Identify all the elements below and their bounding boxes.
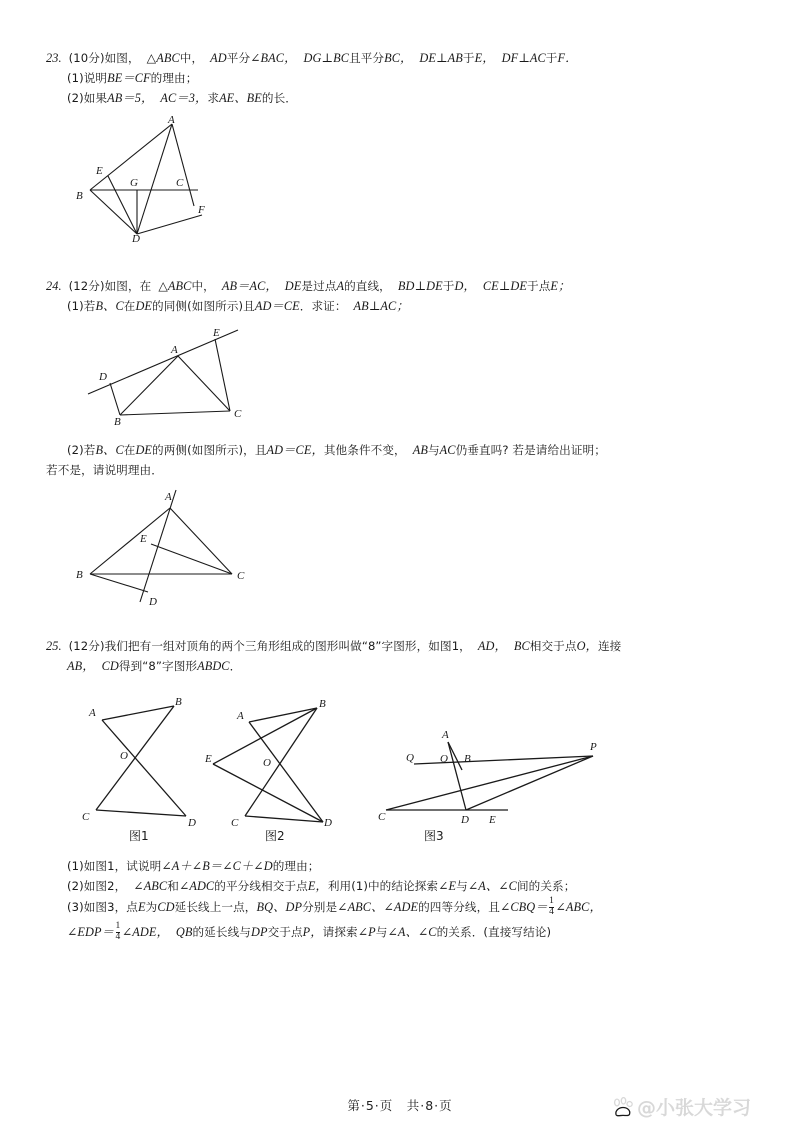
fraction-denominator-2: 4 [115,931,121,942]
q25-part3-cbq: ∠CBQ＝ [499,900,548,914]
q23-part2-seg: AE、BE [219,91,262,105]
q25-part3-t3: 为 [145,900,158,914]
figure-25-3-label-P: P [590,741,597,753]
q23-part1-label: (1) [67,71,84,85]
q25-part2-label: (2) [67,879,84,893]
q25-stem-1: 我们把有一组对顶角的两个三角形组成的图形叫做“8”字图形，如图1， [104,639,471,653]
figure-25-2-label-E: E [205,753,212,765]
q25-cd: CD [101,659,119,673]
figure-24-1-label-A: A [171,344,178,356]
q24-part2-t5: 与 [427,443,440,457]
q24-part2-t2: 在 [123,443,136,457]
q25-number: 25. [46,639,62,653]
figure-25-3-label-B: B [464,753,471,765]
q24-part2-t1: 若 [83,443,96,457]
q24-ce-perp-de: CE⊥DE [482,279,527,293]
figure-24-2-label-A: A [165,491,172,503]
problem-25 [46,636,621,676]
figure-25-2-label-A: A [237,710,244,722]
q24-part1-label: (1) [67,299,84,313]
q23-stem-1: 如图， [104,51,140,65]
figure-25-1-label-C: C [82,811,90,823]
q25-part4-t3: 请探索 [322,924,358,939]
figure-25-1-caption: 图1 [129,829,149,843]
fraction-numerator-2: 1 [115,920,121,931]
q24-part1-t1: 若 [83,299,96,313]
figure-23-label-D: D [132,233,140,242]
q25-part2-t6: 间的关系； [516,879,576,893]
problem-24-part-2 [46,440,606,460]
q25-part2-t3: 的平分线相交于点 [214,879,308,893]
figure-25-3-label-E: E [489,814,496,826]
q24-part1-concl: AB⊥AC； [353,299,409,313]
q23-stem-4: 且平分 [349,51,385,65]
figure-24-1-label-B: B [114,416,121,428]
q25-part3-cd: CD [157,900,175,914]
problem-25-part-1 [46,856,602,876]
figure-25-2-label-B: B [319,698,326,710]
figure-25-2 [205,696,350,831]
figure-23-label-F: F [198,204,205,216]
q23-stem-2: 中， [179,51,204,65]
q25-part4-t1: 的延长线与 [192,924,251,939]
q24-part1-t2: 在 [123,299,136,313]
figure-23-label-A: A [168,114,175,126]
figure-25-3 [378,700,603,831]
q25-part1-label: (1) [67,859,84,873]
problem-24-line-1 [46,276,570,296]
problem-25-line-1 [46,636,621,656]
q25-part2-t5: 与 [456,879,468,893]
figure-25-2-label-D: D [324,817,332,826]
q23-part2-ac: AC＝3， [160,91,208,105]
q25-part4-qb: QB [175,924,193,939]
q24-part2-label: (2) [67,443,84,457]
figure-25-1-label-D: D [188,817,196,826]
q24-part2-t7: 若不是，请说明理由． [46,463,163,477]
q25-bc: BC [513,639,530,653]
q24-stem-4: 的直线， [344,279,391,293]
q24-part2-t3: 的两侧(如图所示)，且 [152,443,267,457]
figure-24-1-label-D: D [99,371,107,383]
figure-25-1-label-O: O [120,750,128,762]
q23-df-perp-ac: DF⊥AC [501,51,546,65]
q24-part1-t3: 的同侧(如图所示)且 [152,299,255,313]
q25-part4-t5: 的关系．(直接写结论) [436,924,552,939]
q23-stem-3: 平分 [226,51,251,65]
q25-part2-t1: 如图2， [83,879,127,893]
q25-stem-2: 相交于点 [529,639,577,653]
q25-part1-t2: 的理由； [272,859,320,873]
q25-stem-4: 得到“8”字图形 [118,659,198,673]
problem-23-part-1 [46,68,578,88]
q25-score: (12分) [68,639,105,653]
figure-24-2-label-E: E [140,533,147,545]
figure-24-2 [72,486,272,613]
q24-number: 24. [46,279,62,293]
figure-25-1 [78,696,208,831]
q25-part4-dp: DP [250,924,268,939]
q24-part1-de: DE [135,299,153,313]
problem-24-part-2-text [46,440,606,480]
q24-bd-perp-de: BD⊥DE [397,279,443,293]
q25-part3-t4: 延长线上一点， [174,900,257,914]
fraction-numerator: 1 [549,896,555,907]
q24-stem-2: 中， [191,279,215,293]
q25-stem-3: 连接 [597,639,622,653]
q24-stem-1: 如图，在 [104,279,152,293]
q25-ab: AB， [67,659,95,673]
figure-25-2-caption: 图2 [265,829,285,843]
q25-part3-t1: 如图3， [83,900,127,914]
figure-24-1-label-E: E [213,327,220,339]
q24-part2-ad-ce: AD＝CE， [266,443,324,457]
problem-23-line-1 [46,48,578,68]
problem-25-part-3 [46,896,602,919]
q24-part2-ac: AC [439,443,456,457]
figure-23 [72,114,222,247]
q25-part4-ade: ∠ADE， [121,924,169,939]
q25-part3-t5: 分别是 [302,900,338,914]
q25-abdc: ABDC [197,659,230,673]
q24-part2-ab: AB [412,443,428,457]
figure-24-1 [70,326,285,439]
q25-part3-label: (3) [67,900,84,914]
q25-part2-angle-adc: ∠ADC [178,879,215,893]
figure-23-label-B: B [76,190,83,202]
figure-25-1-label-B: B [175,696,182,708]
q23-part2-t2: 求 [207,91,220,105]
problem-25-part-2 [46,876,602,896]
figure-24-2-label-D: D [149,596,157,608]
problem-24 [46,276,570,316]
q25-part3-bq-dp: BQ、DP [256,900,303,914]
q25-part1-eq: ∠A＋∠B＝∠C＋∠D [161,859,273,873]
figure-23-label-G: G [130,177,138,189]
q25-part2-t2: 和 [167,879,179,893]
page-footer: 第·5·页 共·8·页 [347,1098,453,1113]
q23-part1-t2: 的理由； [150,71,198,85]
figure-25-1-label-A: A [89,707,96,719]
fraction-one-quarter-1 [549,897,554,918]
q25-part4-t4: 与 [375,924,388,939]
problem-25-line-2 [46,656,621,676]
figure-23-label-C: C [176,177,184,189]
baidu-paw-icon [612,1097,634,1117]
figure-25-3-caption: 图3 [424,829,444,843]
q25-part2-t4: 利用(1)中的结论探索 [327,879,439,893]
q24-part1-t4: ．求证： [299,299,347,313]
q25-ad: AD， [477,639,507,653]
q25-part1-t1: 如图1，试说明 [83,859,162,873]
figure-24-1-label-C: C [234,408,242,420]
q24-point-d: D， [454,279,476,293]
figure-23-label-E: E [96,165,103,177]
q25-part2-angle-e: ∠E [438,879,457,893]
problem-25-parts [46,856,602,945]
q24-de: DE [284,279,302,293]
q25-part2-angle-abc: ∠ABC [133,879,168,893]
q23-point-f: F． [557,51,578,65]
q24-point-e: E； [550,279,571,293]
q23-part2-label: (2) [67,91,84,105]
figure-25-3-label-A: A [442,729,449,741]
fraction-denominator: 4 [549,907,555,918]
q25-part3-abc: ∠ABC， [555,900,602,914]
q25-part4-t2: 交于点 [267,924,303,939]
q23-dg-perp-bc: DG⊥BC [303,51,350,65]
q23-stem-6: 于 [545,51,558,65]
q25-part2-point-e: E， [307,879,328,893]
q23-number: 23. [46,51,62,65]
q25-point-o: O， [576,639,598,653]
q25-part3-t2: 点 [126,900,138,914]
q24-point-a: A [336,279,345,293]
q23-tri-abc: △ABC [146,51,180,65]
figure-25-3-label-C: C [378,811,386,823]
q25-part4-angle-p: ∠P [357,924,376,939]
q23-angle-bac: ∠BAC， [250,51,297,65]
figure-25-3-label-O: O [440,753,448,765]
figure-25-2-label-C: C [231,817,239,826]
q25-part4-point-p: P， [302,924,323,939]
problem-24-part-2-cont [46,460,606,480]
q24-stem-3: 是过点 [301,279,337,293]
q23-part1-eq: BE＝CF [107,71,151,85]
q23-part2-t3: 的长． [261,91,297,105]
figure-25-3-label-Q: Q [406,752,414,764]
q23-point-e: E， [474,51,495,65]
q24-part2-bc: B、C [95,443,124,457]
figure-25-2-label-O: O [263,757,271,769]
q23-score: (10分) [68,51,105,65]
problem-25-part-3-cont [46,919,602,945]
watermark-text: @小张大学习 [637,1097,752,1119]
q24-part1-bc: B、C [95,299,124,313]
q23-de-perp-ab: DE⊥AB [419,51,463,65]
q24-part2-de: DE [135,443,153,457]
fraction-one-quarter-2 [116,922,121,943]
figure-24-2-label-B: B [76,569,83,581]
watermark [612,1093,751,1120]
problem-24-part-1 [46,296,570,316]
q24-stem-5: 于 [442,279,455,293]
q24-stem-6: 于点 [527,279,551,293]
q23-part2-ab: AB＝5， [107,91,154,105]
problem-23-part-2 [46,88,578,108]
q25-part3-point-e: E [138,900,146,914]
q25-part3-angles: ∠ABC、∠ADE [337,900,419,914]
q23-part2-t1: 如果 [83,91,108,105]
q24-score: (12分) [68,279,105,293]
figure-24-2-label-C: C [237,570,245,582]
q24-ab-eq-ac: AB＝AC， [221,279,278,293]
q23-stem-5: 于 [462,51,475,65]
q25-part3-t6: 的四等分线，且 [418,900,500,914]
q25-stem-5: ． [229,659,242,673]
q24-part1-ad-ce: AD＝CE [254,299,300,313]
q25-part4-angles-ac: ∠A、∠C [387,924,437,939]
problem-23 [46,48,578,108]
q24-part2-t6: 仍垂直吗? 若是请给出证明； [455,443,606,457]
q25-part2-angles-ac: ∠A、∠C [467,879,517,893]
q23-ad: AD [210,51,227,65]
q24-part2-t4: 其他条件不变， [323,443,406,457]
q24-tri-abc: △ABC [158,279,192,293]
q25-part4-edp: ∠EDP＝ [67,924,115,939]
figure-25-3-label-D: D [461,814,469,826]
q23-bc: BC， [384,51,413,65]
q23-part1-t1: 说明 [83,71,108,85]
